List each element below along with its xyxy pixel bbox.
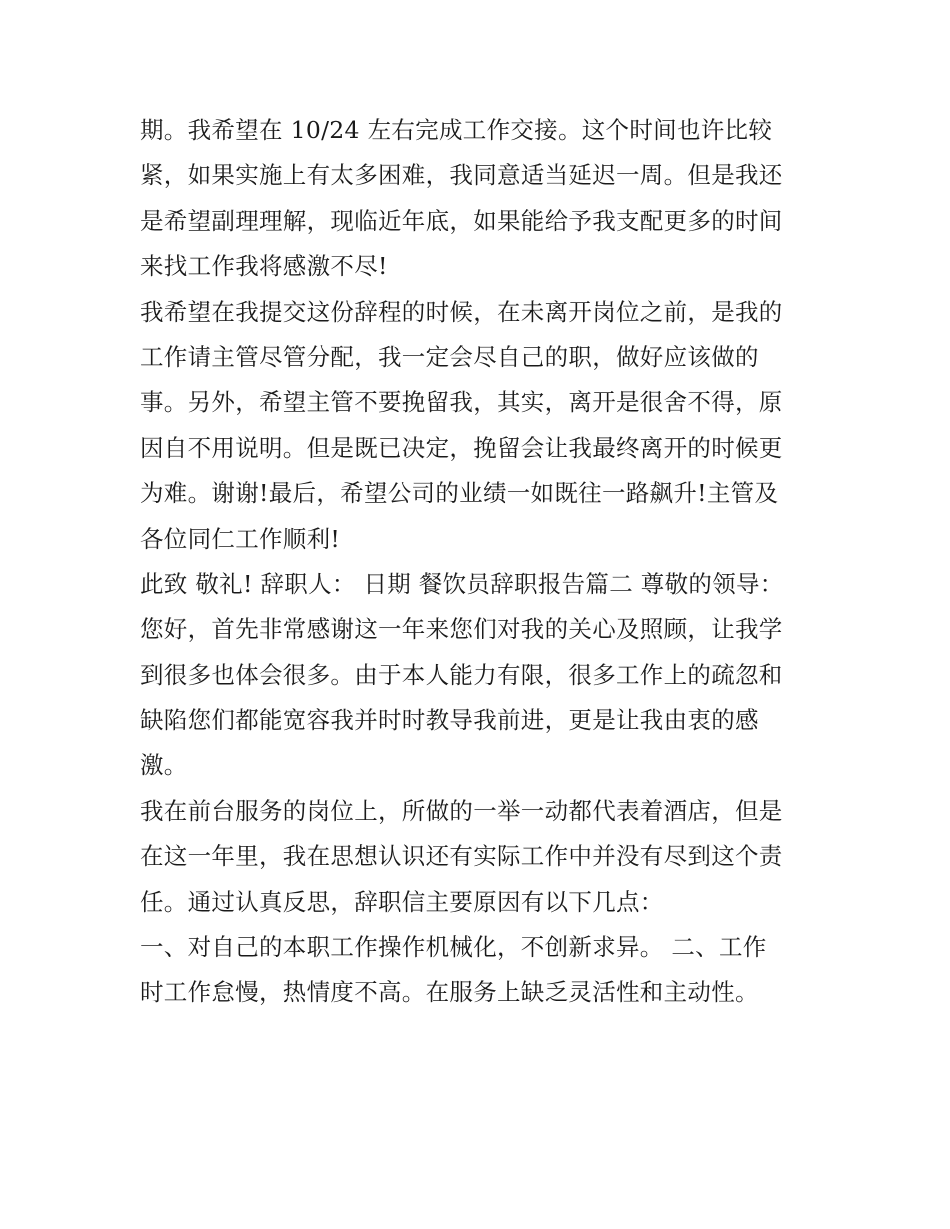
text-line: 来找工作我将感激不尽! — [140, 252, 388, 281]
text-line: 为难。谢谢!最后，希望公司的业绩一如既往一路飙升!主管及 — [140, 479, 779, 508]
text-line: 缺陷您们都能宽容我并时时教导我前进，更是让我由衷的感 — [140, 706, 759, 735]
text-line: 我希望在我提交这份辞程的时候，在未离开岗位之前，是我的 — [140, 297, 783, 326]
text-line: 到很多也体会很多。由于本人能力有限，很多工作上的疏忽和 — [140, 660, 783, 689]
text-line: 我在前台服务的岗位上，所做的一举一动都代表着酒店，但是 — [140, 796, 783, 825]
text-line: 任。通过认真反思，辞职信主要原因有以下几点： — [140, 887, 664, 916]
text-line: 一、对自己的本职工作操作机械化，不创新求异。 二、工作 — [140, 933, 767, 962]
text-line: 是希望副理理解，现临近年底，如果能给予我支配更多的时间 — [140, 206, 783, 235]
text-line: 激。 — [140, 751, 188, 780]
text-line: 此致 敬礼! 辞职人： 日期 餐饮员辞职报告篇二 尊敬的领导： — [140, 569, 784, 598]
text-line: 因自不用说明。但是既已决定，挽留会让我最终离开的时候更 — [140, 433, 783, 462]
text-line: 工作请主管尽管分配，我一定会尽自己的职，做好应该做的 — [140, 342, 759, 371]
text-line: 时工作怠慢，热情度不高。在服务上缺乏灵活性和主动性。 — [140, 978, 759, 1007]
document-body — [140, 108, 830, 1016]
text-line: 事。另外，希望主管不要挽留我，其实，离开是很舍不得，原 — [140, 388, 783, 417]
text-line: 期。我希望在 10/24 左右完成工作交接。这个时间也许比较 — [140, 116, 773, 144]
text-line: 紧，如果实施上有太多困难，我同意适当延迟一周。但是我还 — [140, 161, 783, 190]
text-line: 您好，首先非常感谢这一年来您们对我的关心及照顾，让我学 — [140, 615, 783, 644]
text-line: 在这一年里，我在思想认识还有实际工作中并没有尽到这个责 — [140, 842, 783, 871]
text-line: 各位同仁工作顺利! — [140, 524, 341, 553]
